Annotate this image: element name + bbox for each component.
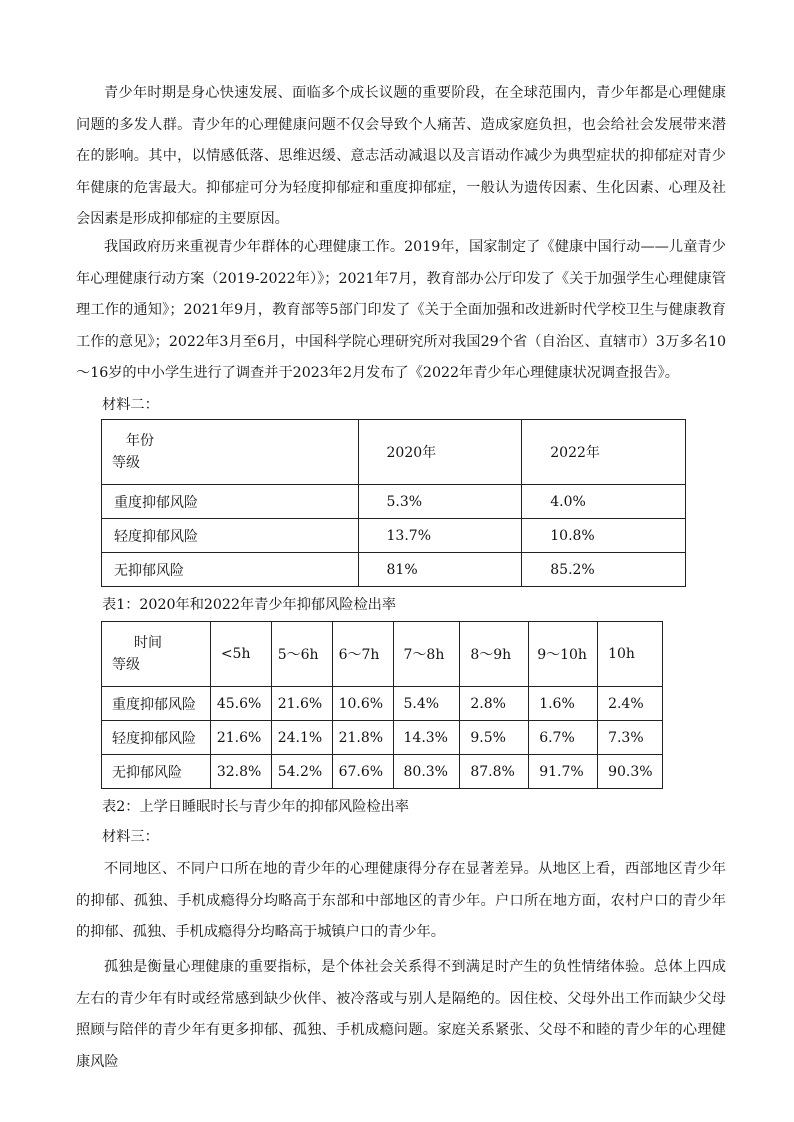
table-1-col-header: 2022年 xyxy=(522,420,686,485)
table-2-col-header: 5～6h xyxy=(271,622,332,687)
table-row xyxy=(102,485,686,519)
table-cell: 87.8% xyxy=(460,755,529,789)
table-cell: 9.5% xyxy=(460,721,529,755)
table-cell: 21.6% xyxy=(271,687,332,721)
table-2-row-label: 重度抑郁风险 xyxy=(102,687,211,721)
table-1-row-label: 无抑郁风险 xyxy=(102,553,359,587)
table-2-col-header: 6～7h xyxy=(332,622,393,687)
table-row xyxy=(102,553,686,587)
table-cell: 10.8% xyxy=(522,519,686,553)
table-1 xyxy=(101,419,686,587)
table-2-header-level: 等级 xyxy=(112,657,140,673)
table-row xyxy=(102,519,686,553)
table-2-row-label: 无抑郁风险 xyxy=(102,755,211,789)
table-cell: 4.0% xyxy=(522,485,686,519)
table-cell: 81% xyxy=(358,553,522,587)
table-cell: 2.4% xyxy=(598,687,663,721)
table-cell: 2.8% xyxy=(460,687,529,721)
table-cell: 80.3% xyxy=(393,755,460,789)
table-cell: 90.3% xyxy=(598,755,663,789)
table-cell: 14.3% xyxy=(393,721,460,755)
table-2-col-header: 9～10h xyxy=(529,622,598,687)
table-cell: 5.3% xyxy=(358,485,522,519)
paragraph-2: 我国政府历来重视青少年群体的心理健康工作。2019年，国家制定了《健康中国行动——儿童青少年心理健康行动方案（2019-2022年）》；2021年7月，教育部办公厅印发了《关于加强学生心理健康管理工作的通知》；2021年9月，教育部等5部门印发了《关于全面加强和改进新时代学校卫生与健康教育工作的意见》；2022年3月至6月，中国科学院心理研究所对我国29个省（自治区、直辖市）3万多名10～16岁的中小学生进行了调查并于2023年2月发布了《2022年青少年心理健康状况调查报告》。 xyxy=(76,239,726,381)
table-cell: 85.2% xyxy=(522,553,686,587)
table-cell: 54.2% xyxy=(271,755,332,789)
table-cell: 6.7% xyxy=(529,721,598,755)
table-1-header-year: 年份 xyxy=(126,433,154,449)
table-cell: 45.6% xyxy=(210,687,271,721)
material-3-label: 材料三： xyxy=(102,829,159,845)
table-1-header-row xyxy=(102,420,686,485)
table-cell: 67.6% xyxy=(332,755,393,789)
table-2-col-header: <5h xyxy=(210,622,271,687)
table-2-col-header: 7～8h xyxy=(393,622,460,687)
material-2-label: 材料二： xyxy=(102,397,159,413)
paragraph-1: 青少年时期是身心快速发展、面临多个成长议题的重要阶段，在全球范围内，青少年都是心理健康问题的多发人群。青少年的心理健康问题不仅会导致个人痛苦、造成家庭负担，也会给社会发展带来潜在的影响。其中，以情感低落、思维迟缓、意志活动减退以及言语动作减少为典型症状的抑郁症对青少年健康的危害最大。抑郁症可分为轻度抑郁症和重度抑郁症，一般认为遗传因素、生化因素、心理及社会因素是形成抑郁症的主要原因。 xyxy=(76,85,726,227)
table-cell: 5.4% xyxy=(393,687,460,721)
table-row xyxy=(102,687,663,721)
table-cell: 13.7% xyxy=(358,519,522,553)
table-2-header-time: 时间 xyxy=(134,635,162,651)
table-2-col-header: 10h xyxy=(598,622,663,687)
table-2-caption: 表2：上学日睡眠时长与青少年的抑郁风险检出率 xyxy=(102,799,409,815)
table-row xyxy=(102,755,663,789)
table-2-header-row xyxy=(102,622,663,687)
paragraph-4: 孤独是衡量心理健康的重要指标，是个体社会关系得不到满足时产生的负性情绪体验。总体上四成左右的青少年有时或经常感到缺少伙伴、被冷落或与别人是隔绝的。因住校、父母外出工作而缺少父母照顾与陪伴的青少年有更多抑郁、孤独、手机成瘾问题。家庭关系紧张、父母不和睦的青少年的心理健康风险 xyxy=(76,959,726,1070)
table-1-row-label: 重度抑郁风险 xyxy=(102,485,359,519)
table-cell: 91.7% xyxy=(529,755,598,789)
table-cell: 21.8% xyxy=(332,721,393,755)
table-2-col-header: 8～9h xyxy=(460,622,529,687)
table-cell: 32.8% xyxy=(210,755,271,789)
table-row xyxy=(102,721,663,755)
table-1-header-level: 等级 xyxy=(112,455,140,471)
table-1-caption: 表1：2020年和2022年青少年抑郁风险检出率 xyxy=(102,597,397,613)
table-cell: 1.6% xyxy=(529,687,598,721)
table-cell: 21.6% xyxy=(210,721,271,755)
table-2 xyxy=(101,621,663,789)
table-2-corner-header xyxy=(102,622,211,687)
table-cell: 24.1% xyxy=(271,721,332,755)
paragraph-3: 不同地区、不同户口所在地的青少年的心理健康得分存在显著差异。从地区上看，西部地区青少年的抑郁、孤独、手机成瘾得分均略高于东部和中部地区的青少年。户口所在地方面，农村户口的青少年的抑郁、孤独、手机成瘾得分均略高于城镇户口的青少年。 xyxy=(76,861,726,940)
table-1-row-label: 轻度抑郁风险 xyxy=(102,519,359,553)
table-2-row-label: 轻度抑郁风险 xyxy=(102,721,211,755)
table-1-corner-header xyxy=(102,420,359,485)
table-cell: 10.6% xyxy=(332,687,393,721)
table-1-col-header: 2020年 xyxy=(358,420,522,485)
table-cell: 7.3% xyxy=(598,721,663,755)
